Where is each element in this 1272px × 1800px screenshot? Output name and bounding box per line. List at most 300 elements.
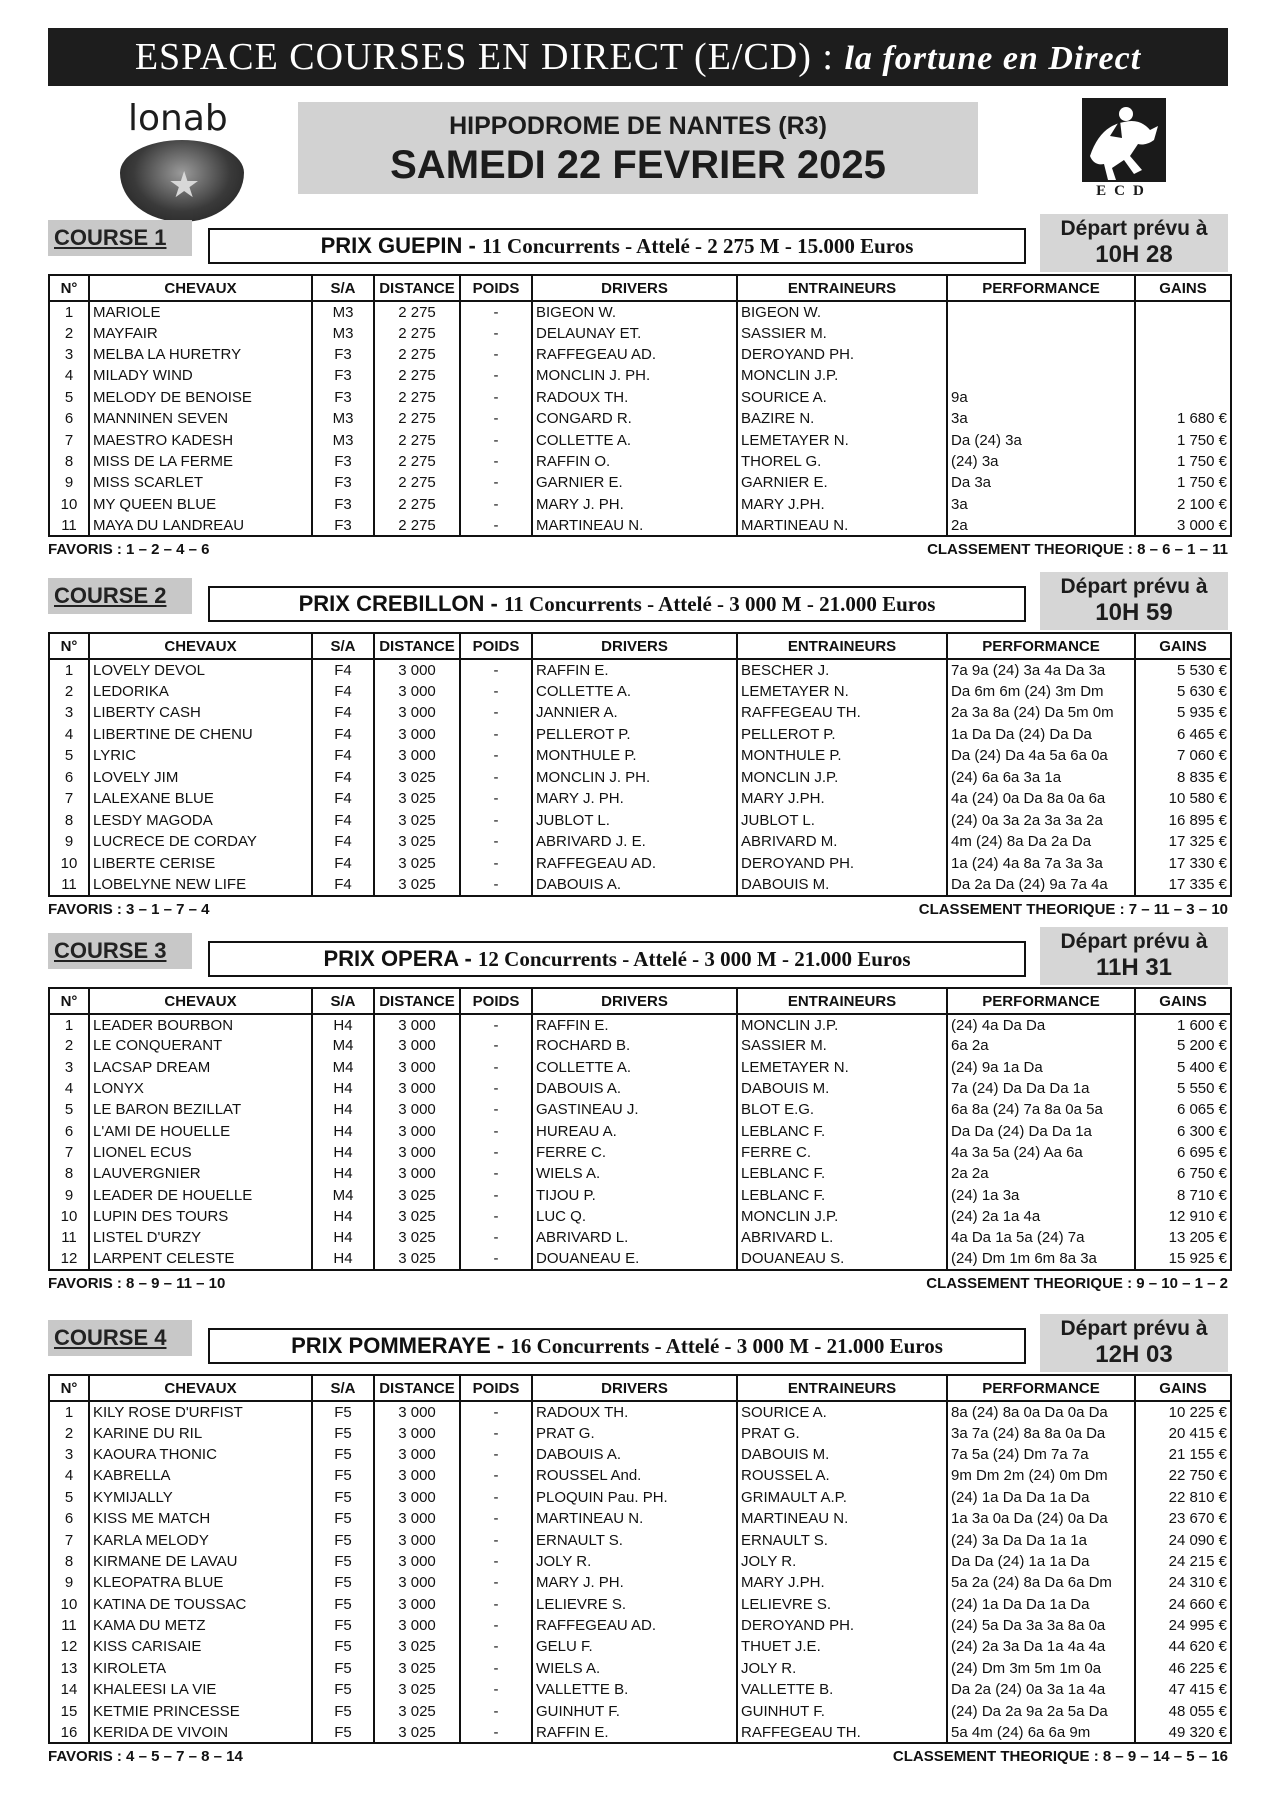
distance: 2 275 [374,429,460,450]
horse-name: LALEXANE BLUE [89,788,312,810]
horse-name: KATINA DE TOUSSAC [89,1594,312,1615]
course-label: COURSE 1 [48,220,192,256]
weight: - [460,1206,532,1227]
sex-age: F3 [312,387,374,408]
sex-age: F5 [312,1572,374,1593]
performance: 8a (24) 8a 0a Da 0a Da [947,1401,1135,1422]
race-details: 12 Concurrents - Attelé - 3 000 M - 21.000 Euros [477,947,911,971]
sex-age: H4 [312,1206,374,1227]
table-row [49,1636,1231,1657]
trainer: MARY J.PH. [737,1572,947,1593]
column-header: ENTRAINEURS [737,275,947,301]
table-row [49,1163,1231,1184]
distance: 2 275 [374,451,460,472]
trainer: JOLY R. [737,1551,947,1572]
race-name: PRIX GUEPIN - [320,233,482,258]
table-row [49,1465,1231,1486]
driver: CONGARD R. [532,408,737,429]
weight: - [460,874,532,896]
weight: - [460,702,532,724]
trainer: GRIMAULT A.P. [737,1487,947,1508]
horse-name: KIRMANE DE LAVAU [89,1551,312,1572]
runner-number: 7 [49,1142,89,1163]
runner-number: 11 [49,515,89,536]
runners-table [48,987,1232,1271]
weight: - [460,1636,532,1657]
weight: - [460,1465,532,1486]
departure-time: 10H 28 [1095,241,1173,268]
horse-name: MELODY DE BENOISE [89,387,312,408]
performance: (24) 1a Da Da 1a Da [947,1594,1135,1615]
trainer: GARNIER E. [737,472,947,493]
weight: - [460,322,532,343]
performance: (24) 9a 1a Da [947,1057,1135,1078]
runner-number: 2 [49,1035,89,1056]
sex-age: F5 [312,1722,374,1743]
driver: MARTINEAU N. [532,1508,737,1529]
distance: 3 000 [374,1487,460,1508]
runner-number: 2 [49,1422,89,1443]
table-row [49,1227,1231,1248]
horse-name: KERIDA DE VIVOIN [89,1722,312,1743]
column-header: N° [49,633,89,659]
table-row [49,1248,1231,1269]
driver: LUC Q. [532,1206,737,1227]
sex-age: F5 [312,1658,374,1679]
distance: 3 000 [374,1163,460,1184]
horse-name: KARLA MELODY [89,1529,312,1550]
runner-number: 8 [49,1551,89,1572]
horse-name: LONYX [89,1078,312,1099]
runner-number: 4 [49,1465,89,1486]
column-header: PERFORMANCE [947,1375,1135,1401]
table-row [49,1658,1231,1679]
column-header: N° [49,275,89,301]
earnings: 5 400 € [1135,1057,1231,1078]
favorites: FAVORIS : 4 – 5 – 7 – 8 – 14 [48,1748,243,1766]
trainer: SOURICE A. [737,1401,947,1422]
horse-name: MARIOLE [89,301,312,322]
column-header: POIDS [460,275,532,301]
column-header: DISTANCE [374,988,460,1014]
earnings: 5 935 € [1135,702,1231,724]
table-row [49,408,1231,429]
driver: COLLETTE A. [532,681,737,703]
performance: (24) 5a Da 3a 3a 8a 0a [947,1615,1135,1636]
weight: - [460,301,532,322]
sex-age: F4 [312,724,374,746]
runner-number: 10 [49,494,89,515]
horse-name: LACSAP DREAM [89,1057,312,1078]
distance: 2 275 [374,301,460,322]
horse-name: LEADER DE HOUELLE [89,1184,312,1205]
distance: 3 000 [374,1508,460,1529]
weight: - [460,1035,532,1056]
sex-age: F3 [312,451,374,472]
driver: GELU F. [532,1636,737,1657]
runner-number: 15 [49,1700,89,1721]
weight: - [460,1401,532,1422]
weight: - [460,1551,532,1572]
sex-age: H4 [312,1120,374,1141]
ecd-logo [1080,96,1168,200]
table-row [49,724,1231,746]
earnings: 17 330 € [1135,853,1231,875]
weight: - [460,365,532,386]
table-row [49,515,1231,536]
horse-name: MELBA LA HURETRY [89,344,312,365]
earnings: 5 530 € [1135,659,1231,681]
weight: - [460,1508,532,1529]
earnings: 6 300 € [1135,1120,1231,1141]
runner-number: 4 [49,365,89,386]
performance: 4m (24) 8a Da 2a Da [947,831,1135,853]
distance: 3 000 [374,1078,460,1099]
distance: 3 025 [374,767,460,789]
distance: 3 000 [374,1142,460,1163]
runner-number: 8 [49,1163,89,1184]
earnings: 17 335 € [1135,874,1231,896]
trainer: DEROYAND PH. [737,344,947,365]
distance: 2 275 [374,408,460,429]
driver: MONCLIN J. PH. [532,767,737,789]
horse-name: LOVELY JIM [89,767,312,789]
runner-number: 11 [49,1227,89,1248]
table-row [49,1014,1231,1035]
performance: 7a 5a (24) Dm 7a 7a [947,1444,1135,1465]
weight: - [460,1572,532,1593]
trainer: ROUSSEL A. [737,1465,947,1486]
runners-table [48,632,1232,897]
trainer: DABOUIS M. [737,874,947,896]
weight: - [460,1184,532,1205]
banner-title: ESPACE COURSES EN DIRECT (E/CD) : [134,36,845,78]
trainer: SASSIER M. [737,1035,947,1056]
lonab-logo-text: lonab [128,98,228,139]
runner-number: 7 [49,788,89,810]
horse-name: LE BARON BEZILLAT [89,1099,312,1120]
distance: 3 000 [374,1572,460,1593]
distance: 3 000 [374,1014,460,1035]
horse-name: LIBERTE CERISE [89,853,312,875]
table-row [49,1401,1231,1422]
table-row [49,745,1231,767]
column-header: CHEVAUX [89,633,312,659]
performance: (24) Dm 1m 6m 8a 3a [947,1248,1135,1269]
runner-number: 3 [49,702,89,724]
distance: 3 000 [374,1615,460,1636]
distance: 3 000 [374,1401,460,1422]
weight: - [460,472,532,493]
runner-number: 6 [49,767,89,789]
table-row [49,810,1231,832]
trainer: PELLEROT P. [737,724,947,746]
weight: - [460,1078,532,1099]
runner-number: 12 [49,1248,89,1269]
earnings: 46 225 € [1135,1658,1231,1679]
distance: 3 025 [374,1206,460,1227]
earnings: 1 680 € [1135,408,1231,429]
sex-age: H4 [312,1163,374,1184]
column-header: S/A [312,275,374,301]
runner-number: 7 [49,429,89,450]
distance: 3 000 [374,1465,460,1486]
runner-number: 11 [49,874,89,896]
horse-name: LUPIN DES TOURS [89,1206,312,1227]
race-details: 11 Concurrents - Attelé - 2 275 M - 15.000 Euros [481,234,914,258]
weight: - [460,788,532,810]
table-row [49,1700,1231,1721]
sex-age: H4 [312,1078,374,1099]
departure-box [1040,214,1228,272]
table-row [49,831,1231,853]
earnings: 3 000 € [1135,515,1231,536]
performance: (24) 3a Da Da 1a 1a [947,1529,1135,1550]
performance: 2a 3a 8a (24) Da 5m 0m [947,702,1135,724]
column-header: ENTRAINEURS [737,988,947,1014]
performance: 3a [947,408,1135,429]
earnings: 6 465 € [1135,724,1231,746]
weight: - [460,387,532,408]
horse-name: KAOURA THONIC [89,1444,312,1465]
weight: - [460,1529,532,1550]
table-row [49,1679,1231,1700]
horse-name: MISS DE LA FERME [89,451,312,472]
weight: - [460,1679,532,1700]
race-title [208,586,1026,622]
table-row [49,1422,1231,1443]
trainer: MONCLIN J.P. [737,1206,947,1227]
distance: 3 000 [374,724,460,746]
race-name: PRIX POMMERAYE - [291,1333,511,1358]
horse-name: LE CONQUERANT [89,1035,312,1056]
runner-number: 6 [49,408,89,429]
table-header-row [49,275,1231,301]
trainer: DABOUIS M. [737,1444,947,1465]
trainer: RAFFEGEAU TH. [737,1722,947,1743]
table-row [49,1529,1231,1550]
trainer: LEBLANC F. [737,1120,947,1141]
course-label: COURSE 2 [48,578,192,614]
driver: GARNIER E. [532,472,737,493]
driver: LELIEVRE S. [532,1594,737,1615]
weight: - [460,408,532,429]
theoretical-ranking: CLASSEMENT THEORIQUE : 8 – 9 – 14 – 5 – 16 [892,1748,1228,1766]
performance: Da (24) Da 4a 5a 6a 0a [947,745,1135,767]
table-row [49,1615,1231,1636]
sex-age: F3 [312,344,374,365]
driver: MONCLIN J. PH. [532,365,737,386]
sex-age: F3 [312,365,374,386]
horse-name: KYMIJALLY [89,1487,312,1508]
earnings: 1 600 € [1135,1014,1231,1035]
driver: DABOUIS A. [532,1444,737,1465]
performance: Da 2a (24) 0a 3a 1a 4a [947,1679,1135,1700]
race-details: 11 Concurrents - Attelé - 3 000 M - 21.000 Euros [503,592,936,616]
performance: 1a Da Da (24) Da Da [947,724,1135,746]
table-row [49,1057,1231,1078]
sex-age: F4 [312,659,374,681]
trainer: THOREL G. [737,451,947,472]
sex-age: F4 [312,810,374,832]
driver: COLLETTE A. [532,1057,737,1078]
sex-age: H4 [312,1248,374,1269]
sex-age: F5 [312,1551,374,1572]
favorites: FAVORIS : 3 – 1 – 7 – 4 [48,900,210,918]
sex-age: F3 [312,494,374,515]
driver: ROUSSEL And. [532,1465,737,1486]
earnings: 8 710 € [1135,1184,1231,1205]
earnings: 17 325 € [1135,831,1231,853]
sex-age: F4 [312,767,374,789]
horse-name: KHALEESI LA VIE [89,1679,312,1700]
horse-name: MAYFAIR [89,322,312,343]
driver: VALLETTE B. [532,1679,737,1700]
weight: - [460,1227,532,1248]
sex-age: M4 [312,1057,374,1078]
sex-age: F5 [312,1700,374,1721]
performance: (24) 6a 6a 3a 1a [947,767,1135,789]
trainer: BAZIRE N. [737,408,947,429]
table-row [49,451,1231,472]
table-row [49,1487,1231,1508]
earnings [1135,322,1231,343]
weight: - [460,451,532,472]
horse-name: KISS ME MATCH [89,1508,312,1529]
sex-age: H4 [312,1142,374,1163]
horse-name: LAUVERGNIER [89,1163,312,1184]
distance: 3 025 [374,1227,460,1248]
horse-name: KIROLETA [89,1658,312,1679]
weight: - [460,1444,532,1465]
trainer: ERNAULT S. [737,1529,947,1550]
runner-number: 5 [49,387,89,408]
runner-number: 10 [49,1594,89,1615]
weight: - [460,1057,532,1078]
sex-age: F4 [312,831,374,853]
column-header: DRIVERS [532,275,737,301]
performance: 9a [947,387,1135,408]
driver: TIJOU P. [532,1184,737,1205]
table-row [49,1184,1231,1205]
favorites: FAVORIS : 8 – 9 – 11 – 10 [48,1274,226,1292]
earnings: 22 810 € [1135,1487,1231,1508]
race-title [208,941,1026,977]
performance: (24) 2a 1a 4a [947,1206,1135,1227]
distance: 3 000 [374,1444,460,1465]
trainer: SASSIER M. [737,322,947,343]
column-header: CHEVAUX [89,1375,312,1401]
earnings: 24 995 € [1135,1615,1231,1636]
trainer: MARTINEAU N. [737,515,947,536]
performance: Da 2a Da (24) 9a 7a 4a [947,874,1135,896]
sex-age: H4 [312,1099,374,1120]
runner-number: 9 [49,1572,89,1593]
table-row [49,1722,1231,1743]
theoretical-ranking: CLASSEMENT THEORIQUE : 9 – 10 – 1 – 2 [926,1274,1228,1292]
runner-number: 4 [49,1078,89,1099]
horse-name: MILADY WIND [89,365,312,386]
runner-number: 3 [49,1444,89,1465]
driver: DABOUIS A. [532,874,737,896]
earnings: 1 750 € [1135,451,1231,472]
trainer: BLOT E.G. [737,1099,947,1120]
performance: Da 3a [947,472,1135,493]
departure-label: Départ prévu à [1060,575,1208,598]
earnings: 10 580 € [1135,788,1231,810]
weight: - [460,659,532,681]
driver: RAFFIN E. [532,659,737,681]
distance: 3 000 [374,745,460,767]
horse-name: LESDY MAGODA [89,810,312,832]
performance [947,365,1135,386]
horse-name: LEADER BOURBON [89,1014,312,1035]
performance: 2a 2a [947,1163,1135,1184]
earnings: 44 620 € [1135,1636,1231,1657]
table-row [49,702,1231,724]
weight: - [460,1163,532,1184]
performance [947,344,1135,365]
table-header-row [49,1375,1231,1401]
horse-racing-icon [1080,96,1168,200]
trainer: MONCLIN J.P. [737,1014,947,1035]
venue-title: HIPPODROME DE NANTES (R3) [449,112,827,140]
horse-name: MISS SCARLET [89,472,312,493]
distance: 3 025 [374,1722,460,1743]
horse-name: LOBELYNE NEW LIFE [89,874,312,896]
driver: PELLEROT P. [532,724,737,746]
table-row [49,659,1231,681]
weight: - [460,1248,532,1269]
ecd-logo-letters: ECD [1096,183,1152,199]
weight: - [460,810,532,832]
sex-age: F5 [312,1465,374,1486]
event-header [298,102,978,194]
distance: 3 025 [374,831,460,853]
driver: BIGEON W. [532,301,737,322]
runner-number: 8 [49,810,89,832]
distance: 3 000 [374,1035,460,1056]
column-header: PERFORMANCE [947,633,1135,659]
trainer: MARY J.PH. [737,788,947,810]
distance: 3 000 [374,1120,460,1141]
weight: - [460,681,532,703]
runner-number: 16 [49,1722,89,1743]
trainer: DEROYAND PH. [737,853,947,875]
earnings: 5 200 € [1135,1035,1231,1056]
column-header: ENTRAINEURS [737,1375,947,1401]
distance: 2 275 [374,322,460,343]
earnings: 49 320 € [1135,1722,1231,1743]
column-header: GAINS [1135,275,1231,301]
runner-number: 6 [49,1120,89,1141]
performance: 3a [947,494,1135,515]
weight: - [460,1099,532,1120]
performance: 1a 3a 0a Da (24) 0a Da [947,1508,1135,1529]
column-header: S/A [312,1375,374,1401]
distance: 3 000 [374,659,460,681]
table-row [49,788,1231,810]
runner-number: 9 [49,472,89,493]
trainer: FERRE C. [737,1142,947,1163]
driver: ABRIVARD L. [532,1227,737,1248]
race-date: SAMEDI 22 FEVRIER 2025 [390,143,886,187]
runner-number: 1 [49,659,89,681]
table-row [49,1444,1231,1465]
horse-name: LARPENT CELESTE [89,1248,312,1269]
banner-tagline: la fortune en Direct [844,40,1142,77]
trainer: DEROYAND PH. [737,1615,947,1636]
